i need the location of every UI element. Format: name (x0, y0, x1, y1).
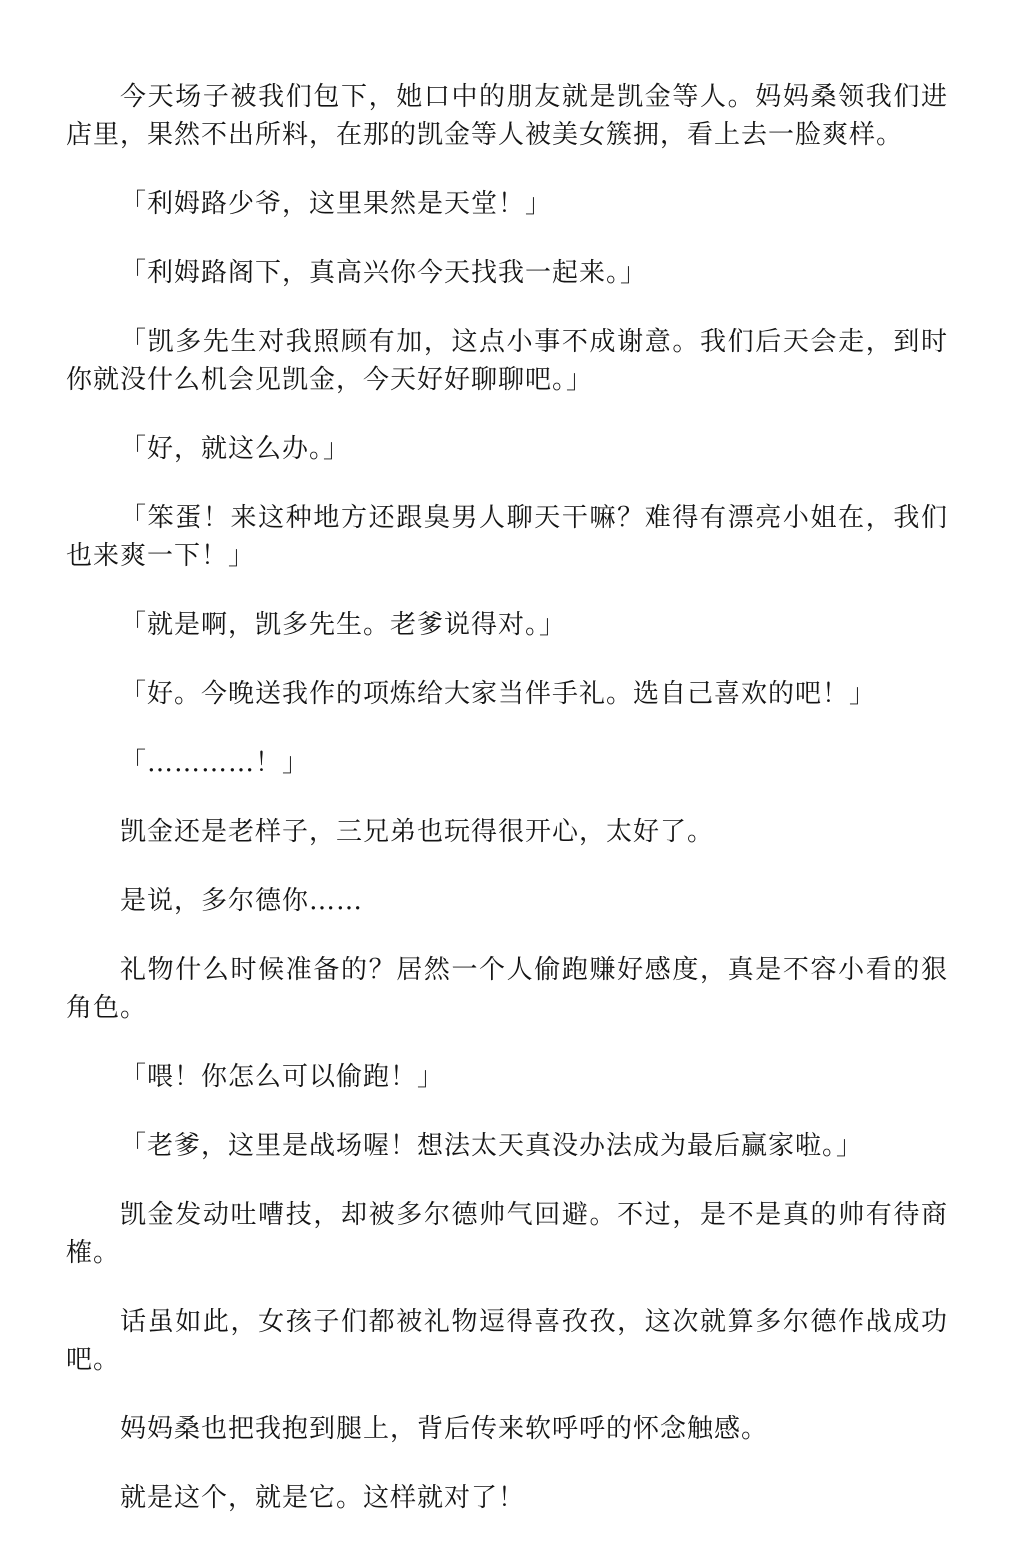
paragraph: 「好，就这么办。」 (120, 434, 351, 464)
body-text (66, 78, 948, 1548)
paragraph: 「利姆路少爷，这里果然是天堂！」 (120, 189, 553, 219)
paragraph: 凯金还是老样子，三兄弟也玩得很开心，太好了。 (120, 817, 715, 847)
paragraph: 礼物什么时候准备的？居然一个人偷跑赚好感度，真是不容小看的狠角色。 (66, 955, 948, 1023)
paragraph: 「就是啊，凯多先生。老爹说得对。」 (120, 610, 567, 640)
paragraph: 就是这个，就是它。这样就对了！ (120, 1483, 526, 1513)
paragraph: 妈妈桑也把我抱到腿上，背后传来软呼呼的怀念触感。 (120, 1414, 769, 1444)
paragraph: 今天场子被我们包下，她口中的朋友就是凯金等人。妈妈桑领我们进店里，果然不出所料，在那的凯金等人被美女簇拥，看上去一脸爽样。 (66, 82, 948, 150)
paragraph: 「老爹，这里是战场喔！想法太天真没办法成为最后赢家啦。」 (120, 1131, 864, 1161)
paragraph: 话虽如此，女孩子们都被礼物逗得喜孜孜，这次就算多尔德作战成功吧。 (66, 1307, 948, 1375)
paragraph: 「笨蛋！来这种地方还跟臭男人聊天干嘛？难得有漂亮小姐在，我们也来爽一下！」 (66, 503, 948, 571)
paragraph: 「喂！你怎么可以偷跑！」 (120, 1062, 445, 1092)
paragraph: 凯金发动吐嘈技，却被多尔德帅气回避。不过，是不是真的帅有待商榷。 (66, 1200, 948, 1268)
paragraph: 「…………！」 (120, 748, 310, 778)
paragraph: 是说，多尔德你…… (120, 886, 364, 916)
paragraph: 「好。今晚送我作的项炼给大家当伴手礼。选自己喜欢的吧！」 (120, 679, 877, 709)
paragraph: 「凯多先生对我照顾有加，这点小事不成谢意。我们后天会走，到时你就没什么机会见凯金，今天好好聊聊吧。」 (66, 327, 948, 395)
paragraph: 「利姆路阁下，真高兴你今天找我一起来。」 (120, 258, 648, 288)
